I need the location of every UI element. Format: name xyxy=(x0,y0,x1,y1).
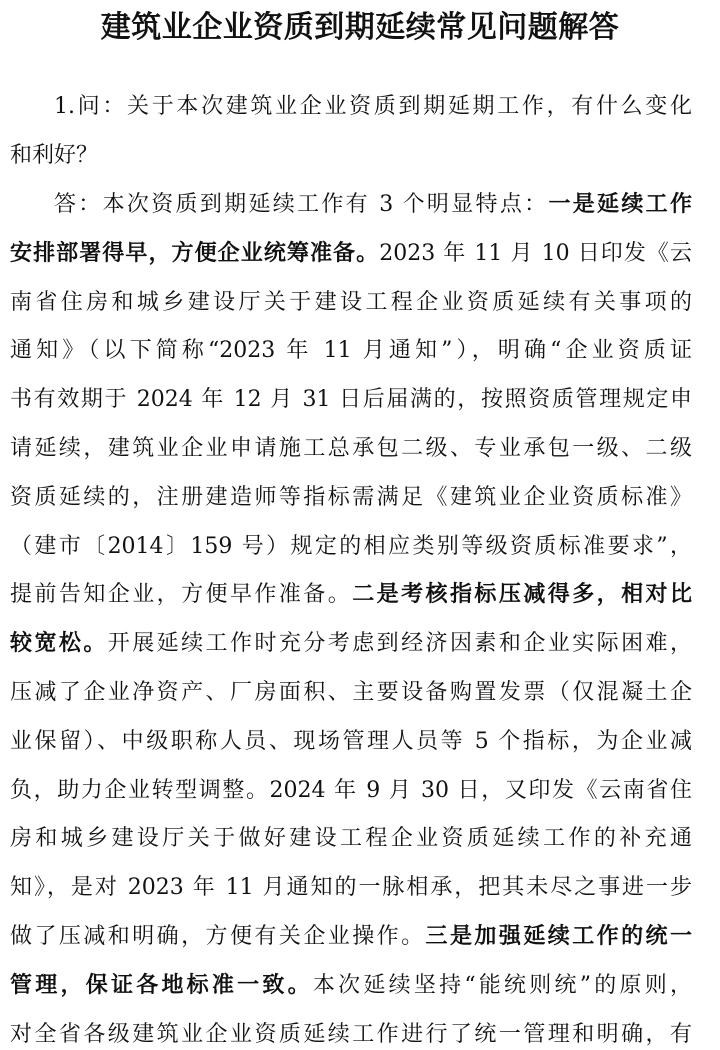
answer-line xyxy=(10,873,692,903)
body-text: 2023 年 11 月 10 日印发《云 xyxy=(379,240,692,266)
answer-line xyxy=(10,483,692,513)
document-title: 建筑业企业资质到期延续常见问题解答 xyxy=(100,10,620,45)
body-text: 提前告知企业，方便早作准备。 xyxy=(10,582,353,608)
body-text: 对全省各级建筑业企业资质延续工作进行了统一管理和明确，有 xyxy=(10,1021,692,1047)
bold-text: 管理，保证各地标准一致。 xyxy=(10,972,313,998)
body-text: 负，助力企业转型调整。2024 年 9 月 30 日，又印发《云南省住 xyxy=(10,777,692,803)
answer-line xyxy=(10,385,692,415)
body-text: 本次延续坚持“能统则统”的原则， xyxy=(312,972,692,998)
body-text: 业保留）、中级职称人员、现场管理人员等 5 个指标，为企业减 xyxy=(10,728,692,754)
body-text: 书有效期于 2024 年 12 月 31 日后届满的，按照资质管理规定申 xyxy=(10,387,692,413)
answer-line xyxy=(10,434,692,464)
bold-text: 较宽松。 xyxy=(10,631,108,657)
bold-text: 二是考核指标压减得多，相对比 xyxy=(352,582,692,608)
body-text: 房和城乡建设厅关于做好建设工程企业资质延续工作的补充通 xyxy=(10,826,692,852)
answer-line xyxy=(54,190,692,220)
bold-text: 三是加强延续工作的统一 xyxy=(425,924,692,949)
body-text: 知》，是对 2023 年 11 月通知的一脉相承，把其未尽之事进一步 xyxy=(10,875,692,901)
body-text: 南省住房和城乡建设厅关于建设工程企业资质延续有关事项的 xyxy=(10,289,692,315)
bold-text: 一是延续工作 xyxy=(548,192,692,217)
bold-text: 安排部署得早，方便企业统筹准备。 xyxy=(10,240,380,266)
answer-line xyxy=(10,580,692,610)
answer-line xyxy=(10,727,692,757)
answer-line xyxy=(10,239,692,269)
body-text: 答：本次资质到期延续工作有 3 个明显特点： xyxy=(54,192,549,217)
body-text: 压减了企业净资产、厂房面积、主要设备购置发票（仅混凝土企 xyxy=(10,680,692,705)
body-text: 通知》（以下简称“2023 年 11 月通知”），明确“企业资质证 xyxy=(10,338,692,364)
answer-line xyxy=(10,532,692,562)
question-line: 和利好？ xyxy=(10,143,99,168)
answer-line xyxy=(10,678,692,708)
body-text: 资质延续的，注册建造师等指标需满足《建筑业企业资质标准》 xyxy=(10,484,692,510)
answer-line xyxy=(10,629,692,659)
answer-line xyxy=(10,776,692,806)
body-text: 请延续，建筑业企业申请施工总承包二级、专业承包一级、二级 xyxy=(10,436,692,461)
body-text: 开展延续工作时充分考虑到经济因素和企业实际困难， xyxy=(107,631,692,657)
answer-line xyxy=(10,288,692,318)
answer-line xyxy=(10,971,692,1001)
body-text: （建市〔2014〕159 号）规定的相应类别等级资质标准要求”， xyxy=(10,533,692,559)
answer-line xyxy=(10,1020,692,1050)
question-line: 1.问：关于本次建筑业企业资质到期延期工作，有什么变化 xyxy=(54,94,692,119)
answer-line xyxy=(10,824,692,854)
answer-line xyxy=(10,336,692,366)
answer-line xyxy=(10,922,692,952)
body-text: 做了压减和明确，方便有关企业操作。 xyxy=(10,924,426,949)
